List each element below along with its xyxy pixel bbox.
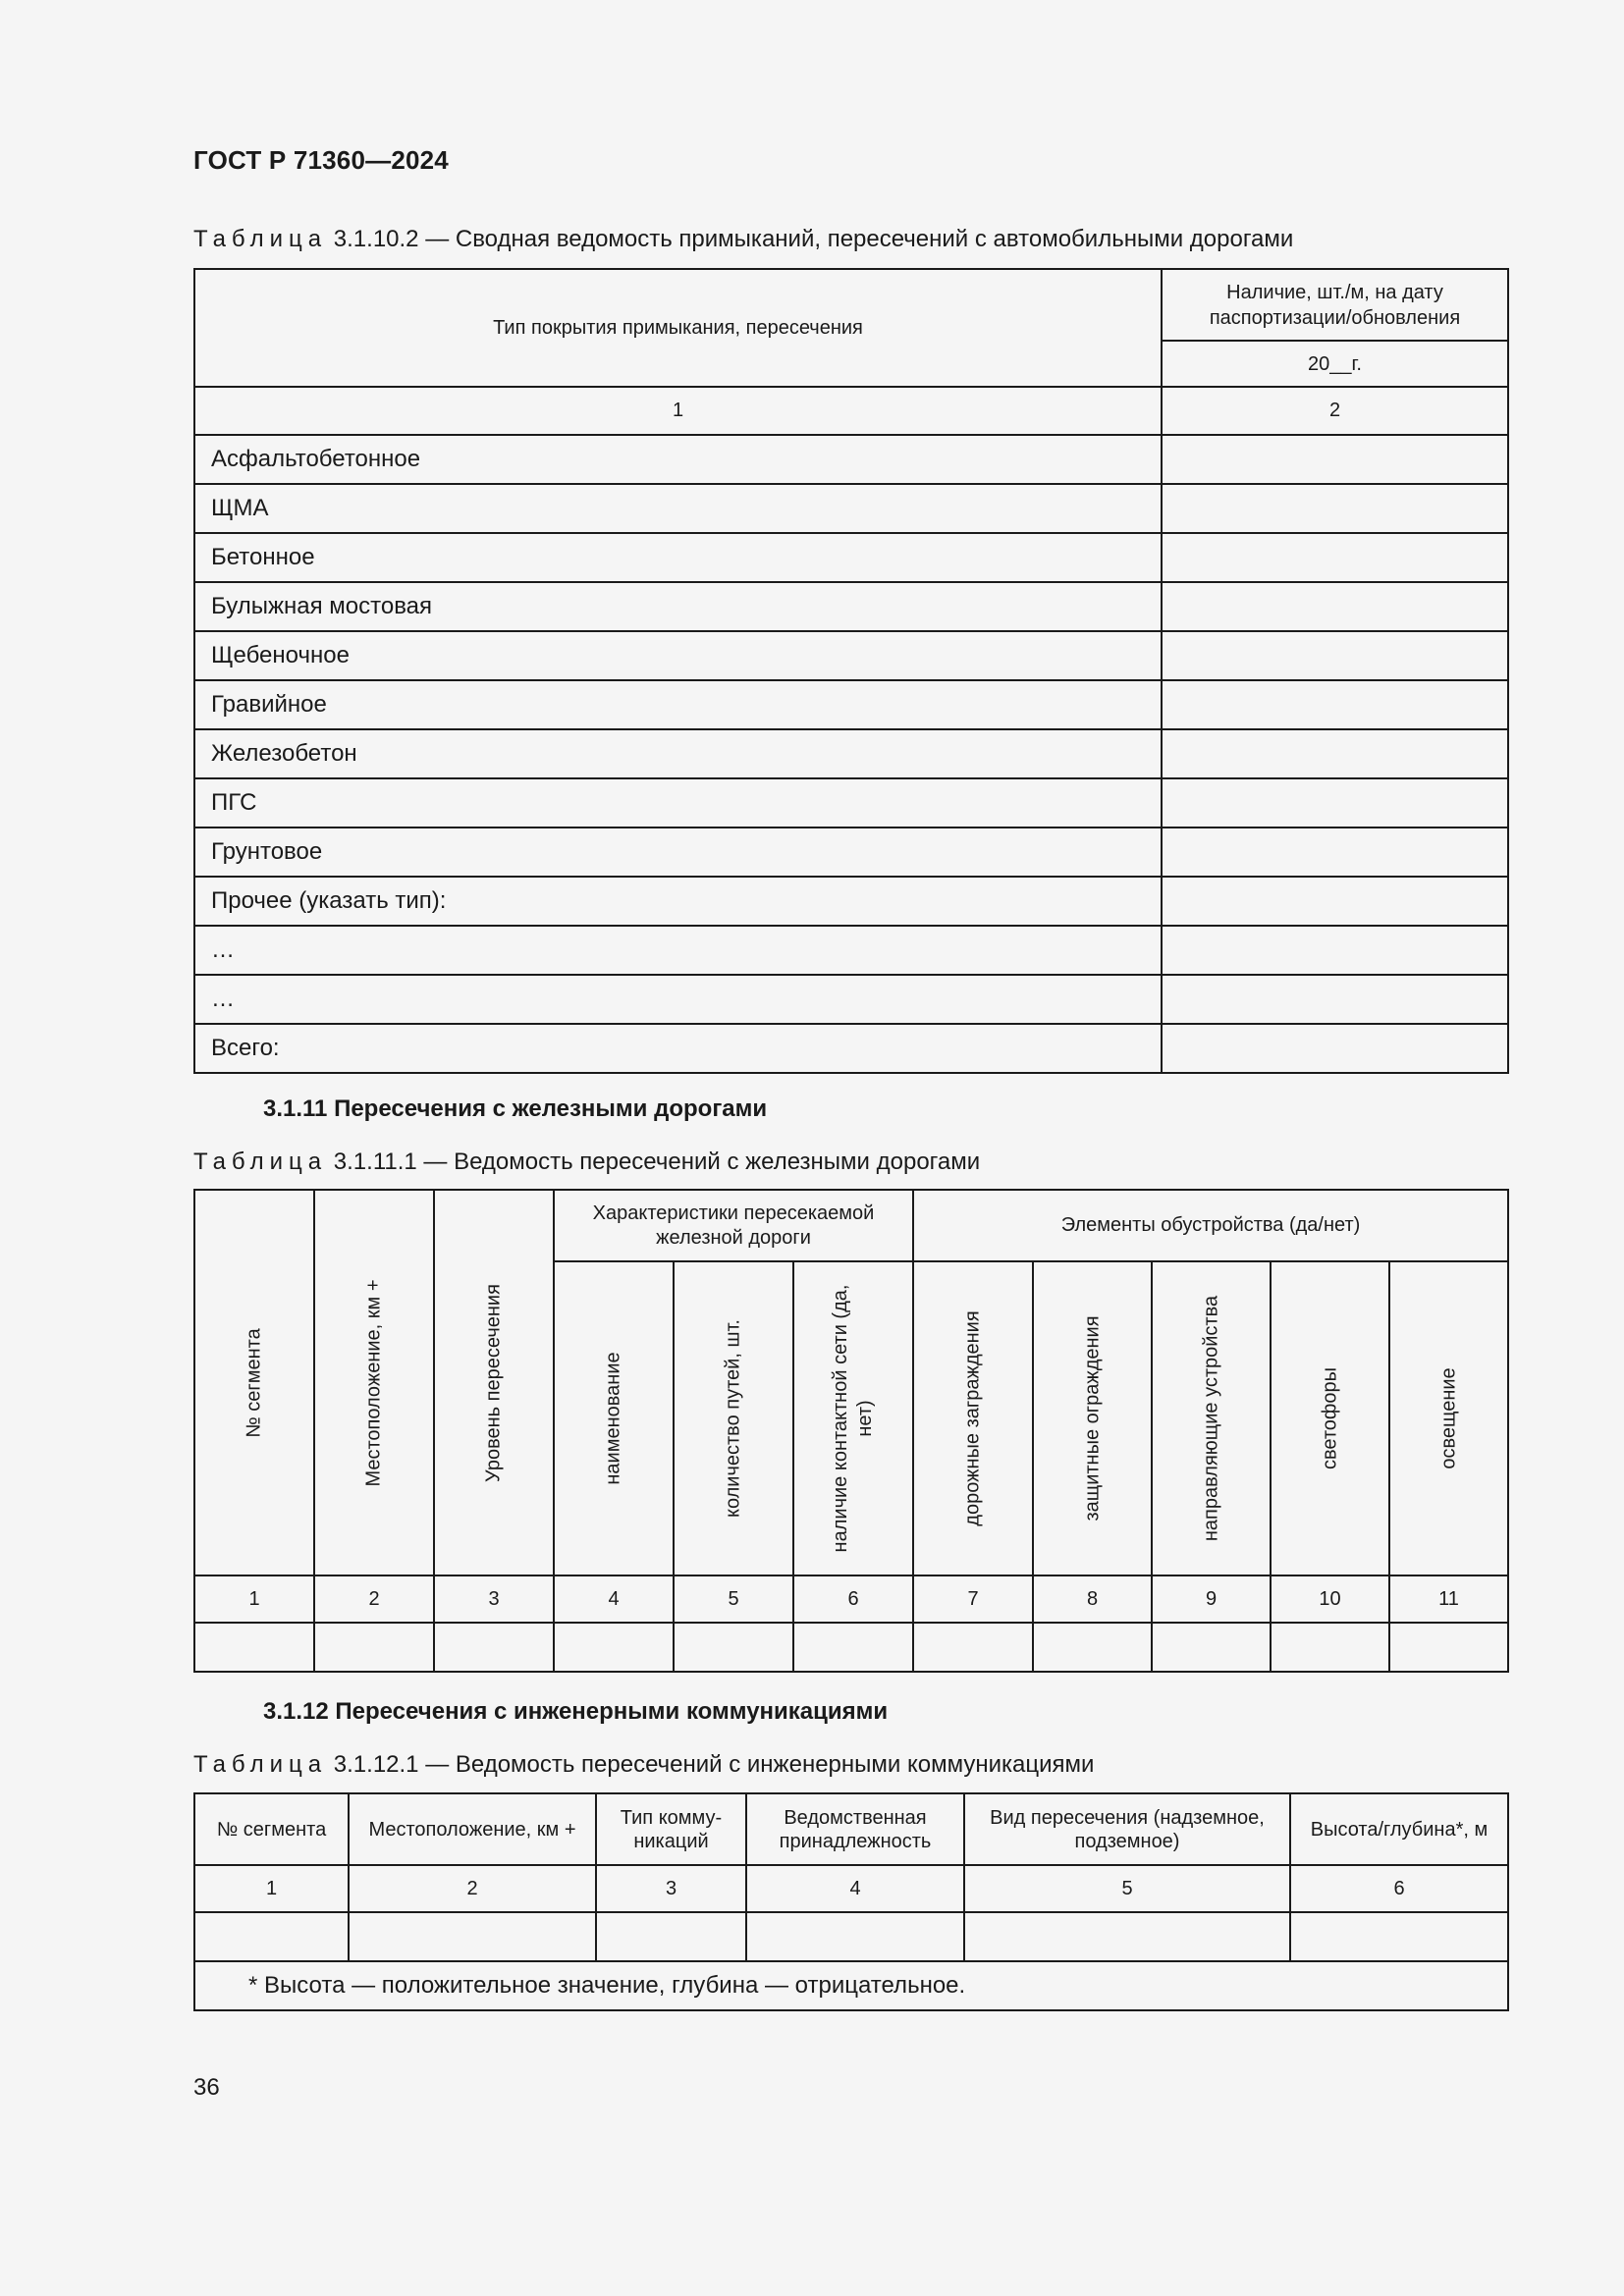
table-1-value-cell[interactable] — [1162, 877, 1508, 926]
table-2-col-number: 5 — [674, 1575, 793, 1623]
table-2-col-header-name: наименование — [554, 1261, 674, 1575]
table-3-col-header-segment: № сегмента — [194, 1793, 349, 1865]
table-2-col-header-tracks: количество путей, шт. — [674, 1261, 793, 1575]
table-2-data-cell[interactable] — [1389, 1623, 1508, 1672]
table-2-data-cell[interactable] — [194, 1623, 314, 1672]
table-1-row-label: ЩМА — [194, 484, 1162, 533]
table-2-data-cell[interactable] — [674, 1623, 793, 1672]
table-3-data-cell[interactable] — [349, 1912, 596, 1961]
table-1-value-cell[interactable] — [1162, 926, 1508, 975]
table-1-row-label: Бетонное — [194, 533, 1162, 582]
document-header: ГОСТ Р 71360—2024 — [193, 145, 449, 175]
table-2-col-header-guiding-devices: направляющие устройства — [1152, 1261, 1271, 1575]
table-3-col-header-height-depth: Высота/глубина*, м — [1290, 1793, 1508, 1865]
table-1-col-2-header: Наличие, шт./м, на дату паспортизации/обновления — [1162, 269, 1508, 341]
table-2-col-header-segment: № сегмента — [194, 1190, 314, 1575]
table-1-row-label: Железобетон — [194, 729, 1162, 778]
table-2-data-cell[interactable] — [1152, 1623, 1271, 1672]
table-2-data-cell[interactable] — [434, 1623, 554, 1672]
table-2-col-header-level: Уровень пересечения — [434, 1190, 554, 1575]
table-1-value-cell[interactable] — [1162, 582, 1508, 631]
table-3-col-number: 5 — [964, 1865, 1290, 1912]
table-1-row-label: Гравийное — [194, 680, 1162, 729]
table-3-col-number: 4 — [746, 1865, 964, 1912]
table-3-col-number: 6 — [1290, 1865, 1508, 1912]
table-1-caption-word: Таблица — [193, 226, 328, 252]
table-2-caption — [193, 1148, 980, 1176]
table-2-col-number: 11 — [1389, 1575, 1508, 1623]
table-2-data-cell[interactable] — [1033, 1623, 1152, 1672]
table-2-data-cell[interactable] — [913, 1623, 1033, 1672]
section-heading-3-1-11: 3.1.11 Пересечения с железными дорогами — [263, 1095, 768, 1122]
table-2-caption-word: Таблица — [193, 1148, 328, 1175]
table-1-caption — [193, 226, 1293, 253]
table-1-value-cell[interactable] — [1162, 778, 1508, 828]
table-3-data-cell[interactable] — [964, 1912, 1290, 1961]
table-2-col-number: 10 — [1271, 1575, 1389, 1623]
table-2-col-header-lighting: освещение — [1389, 1261, 1508, 1575]
table-2-col-header-traffic-lights: светофоры — [1271, 1261, 1389, 1575]
table-3-data-cell[interactable] — [1290, 1912, 1508, 1961]
table-2-col-number: 7 — [913, 1575, 1033, 1623]
table-1-col-2-subheader: 20__г. — [1162, 341, 1508, 387]
table-1-row-label: … — [194, 926, 1162, 975]
table-3-col-header-ownership: Ведомственная принадлежность — [746, 1793, 964, 1865]
table-3-caption-word: Таблица — [193, 1751, 328, 1778]
table-2-data-cell[interactable] — [793, 1623, 913, 1672]
table-2-col-header-guardrails: защитные ограждения — [1033, 1261, 1152, 1575]
table-3-col-number: 2 — [349, 1865, 596, 1912]
table-2-col-number: 6 — [793, 1575, 913, 1623]
section-heading-3-1-12: 3.1.12 Пересечения с инженерными коммуникациями — [263, 1698, 889, 1725]
table-3-col-header-location: Местоположение, км + — [349, 1793, 596, 1865]
table-3-col-number: 1 — [194, 1865, 349, 1912]
table-1-value-cell[interactable] — [1162, 828, 1508, 877]
table-1-row-label: Грунтовое — [194, 828, 1162, 877]
table-2-data-cell[interactable] — [1271, 1623, 1389, 1672]
railway-crossings-table — [193, 1189, 1509, 1673]
table-1-col-number: 1 — [194, 387, 1162, 435]
table-2-col-header-location: Местоположение, км + — [314, 1190, 434, 1575]
table-1-col-1-header: Тип покрытия примыкания, пересечения — [194, 269, 1162, 387]
table-1-row-label: Прочее (указать тип): — [194, 877, 1162, 926]
table-3-col-header-crossing-type: Вид пересечения (надземное, подземное) — [964, 1793, 1290, 1865]
table-1-total-cell[interactable] — [1162, 1024, 1508, 1073]
table-3-caption-text: 3.1.12.1 — Ведомость пересечений с инженерными коммуникациями — [333, 1751, 1095, 1778]
table-3-caption — [193, 1751, 1094, 1779]
table-3-data-cell[interactable] — [596, 1912, 746, 1961]
table-3-col-header-utility-type: Тип комму- никаций — [596, 1793, 746, 1865]
table-3-col-number: 3 — [596, 1865, 746, 1912]
table-3-footnote: * Высота — положительное значение, глубина — отрицательное. — [194, 1961, 1508, 2010]
table-1-row-label: Щебеночное — [194, 631, 1162, 680]
table-2-col-number: 1 — [194, 1575, 314, 1623]
table-1-value-cell[interactable] — [1162, 484, 1508, 533]
table-2-group-elements: Элементы обустройства (да/нет) — [913, 1190, 1508, 1261]
table-2-col-header-contact-network: наличие контактной сети (да, нет) — [793, 1261, 913, 1575]
table-3-data-cell[interactable] — [194, 1912, 349, 1961]
table-2-col-number: 3 — [434, 1575, 554, 1623]
table-2-col-number: 9 — [1152, 1575, 1271, 1623]
table-1-col-number: 2 — [1162, 387, 1508, 435]
table-1-total-label: Всего: — [194, 1024, 1162, 1073]
table-1-row-label: Асфальтобетонное — [194, 435, 1162, 484]
table-1-row-label: … — [194, 975, 1162, 1024]
table-1-caption-text: 3.1.10.2 — Сводная ведомость примыканий, пересечений с автомобильными дорогами — [333, 226, 1294, 252]
table-2-col-number: 8 — [1033, 1575, 1152, 1623]
table-2-group-railway: Характеристики пересекаемой железной дороги — [554, 1190, 913, 1261]
table-1-row-label: Булыжная мостовая — [194, 582, 1162, 631]
table-2-caption-text: 3.1.11.1 — Ведомость пересечений с железными дорогами — [333, 1148, 981, 1175]
table-1-value-cell[interactable] — [1162, 975, 1508, 1024]
table-1-value-cell[interactable] — [1162, 729, 1508, 778]
table-1-value-cell[interactable] — [1162, 435, 1508, 484]
table-3-data-cell[interactable] — [746, 1912, 964, 1961]
table-2-col-number: 2 — [314, 1575, 434, 1623]
table-1-value-cell[interactable] — [1162, 631, 1508, 680]
table-2-col-number: 4 — [554, 1575, 674, 1623]
table-1-value-cell[interactable] — [1162, 680, 1508, 729]
summary-table — [193, 268, 1509, 1074]
table-2-data-cell[interactable] — [314, 1623, 434, 1672]
utility-crossings-table — [193, 1792, 1509, 2011]
table-1-value-cell[interactable] — [1162, 533, 1508, 582]
table-1-row-label: ПГС — [194, 778, 1162, 828]
table-2-data-cell[interactable] — [554, 1623, 674, 1672]
table-2-col-header-road-barriers: дорожные заграждения — [913, 1261, 1033, 1575]
page-number: 36 — [193, 2074, 220, 2101]
